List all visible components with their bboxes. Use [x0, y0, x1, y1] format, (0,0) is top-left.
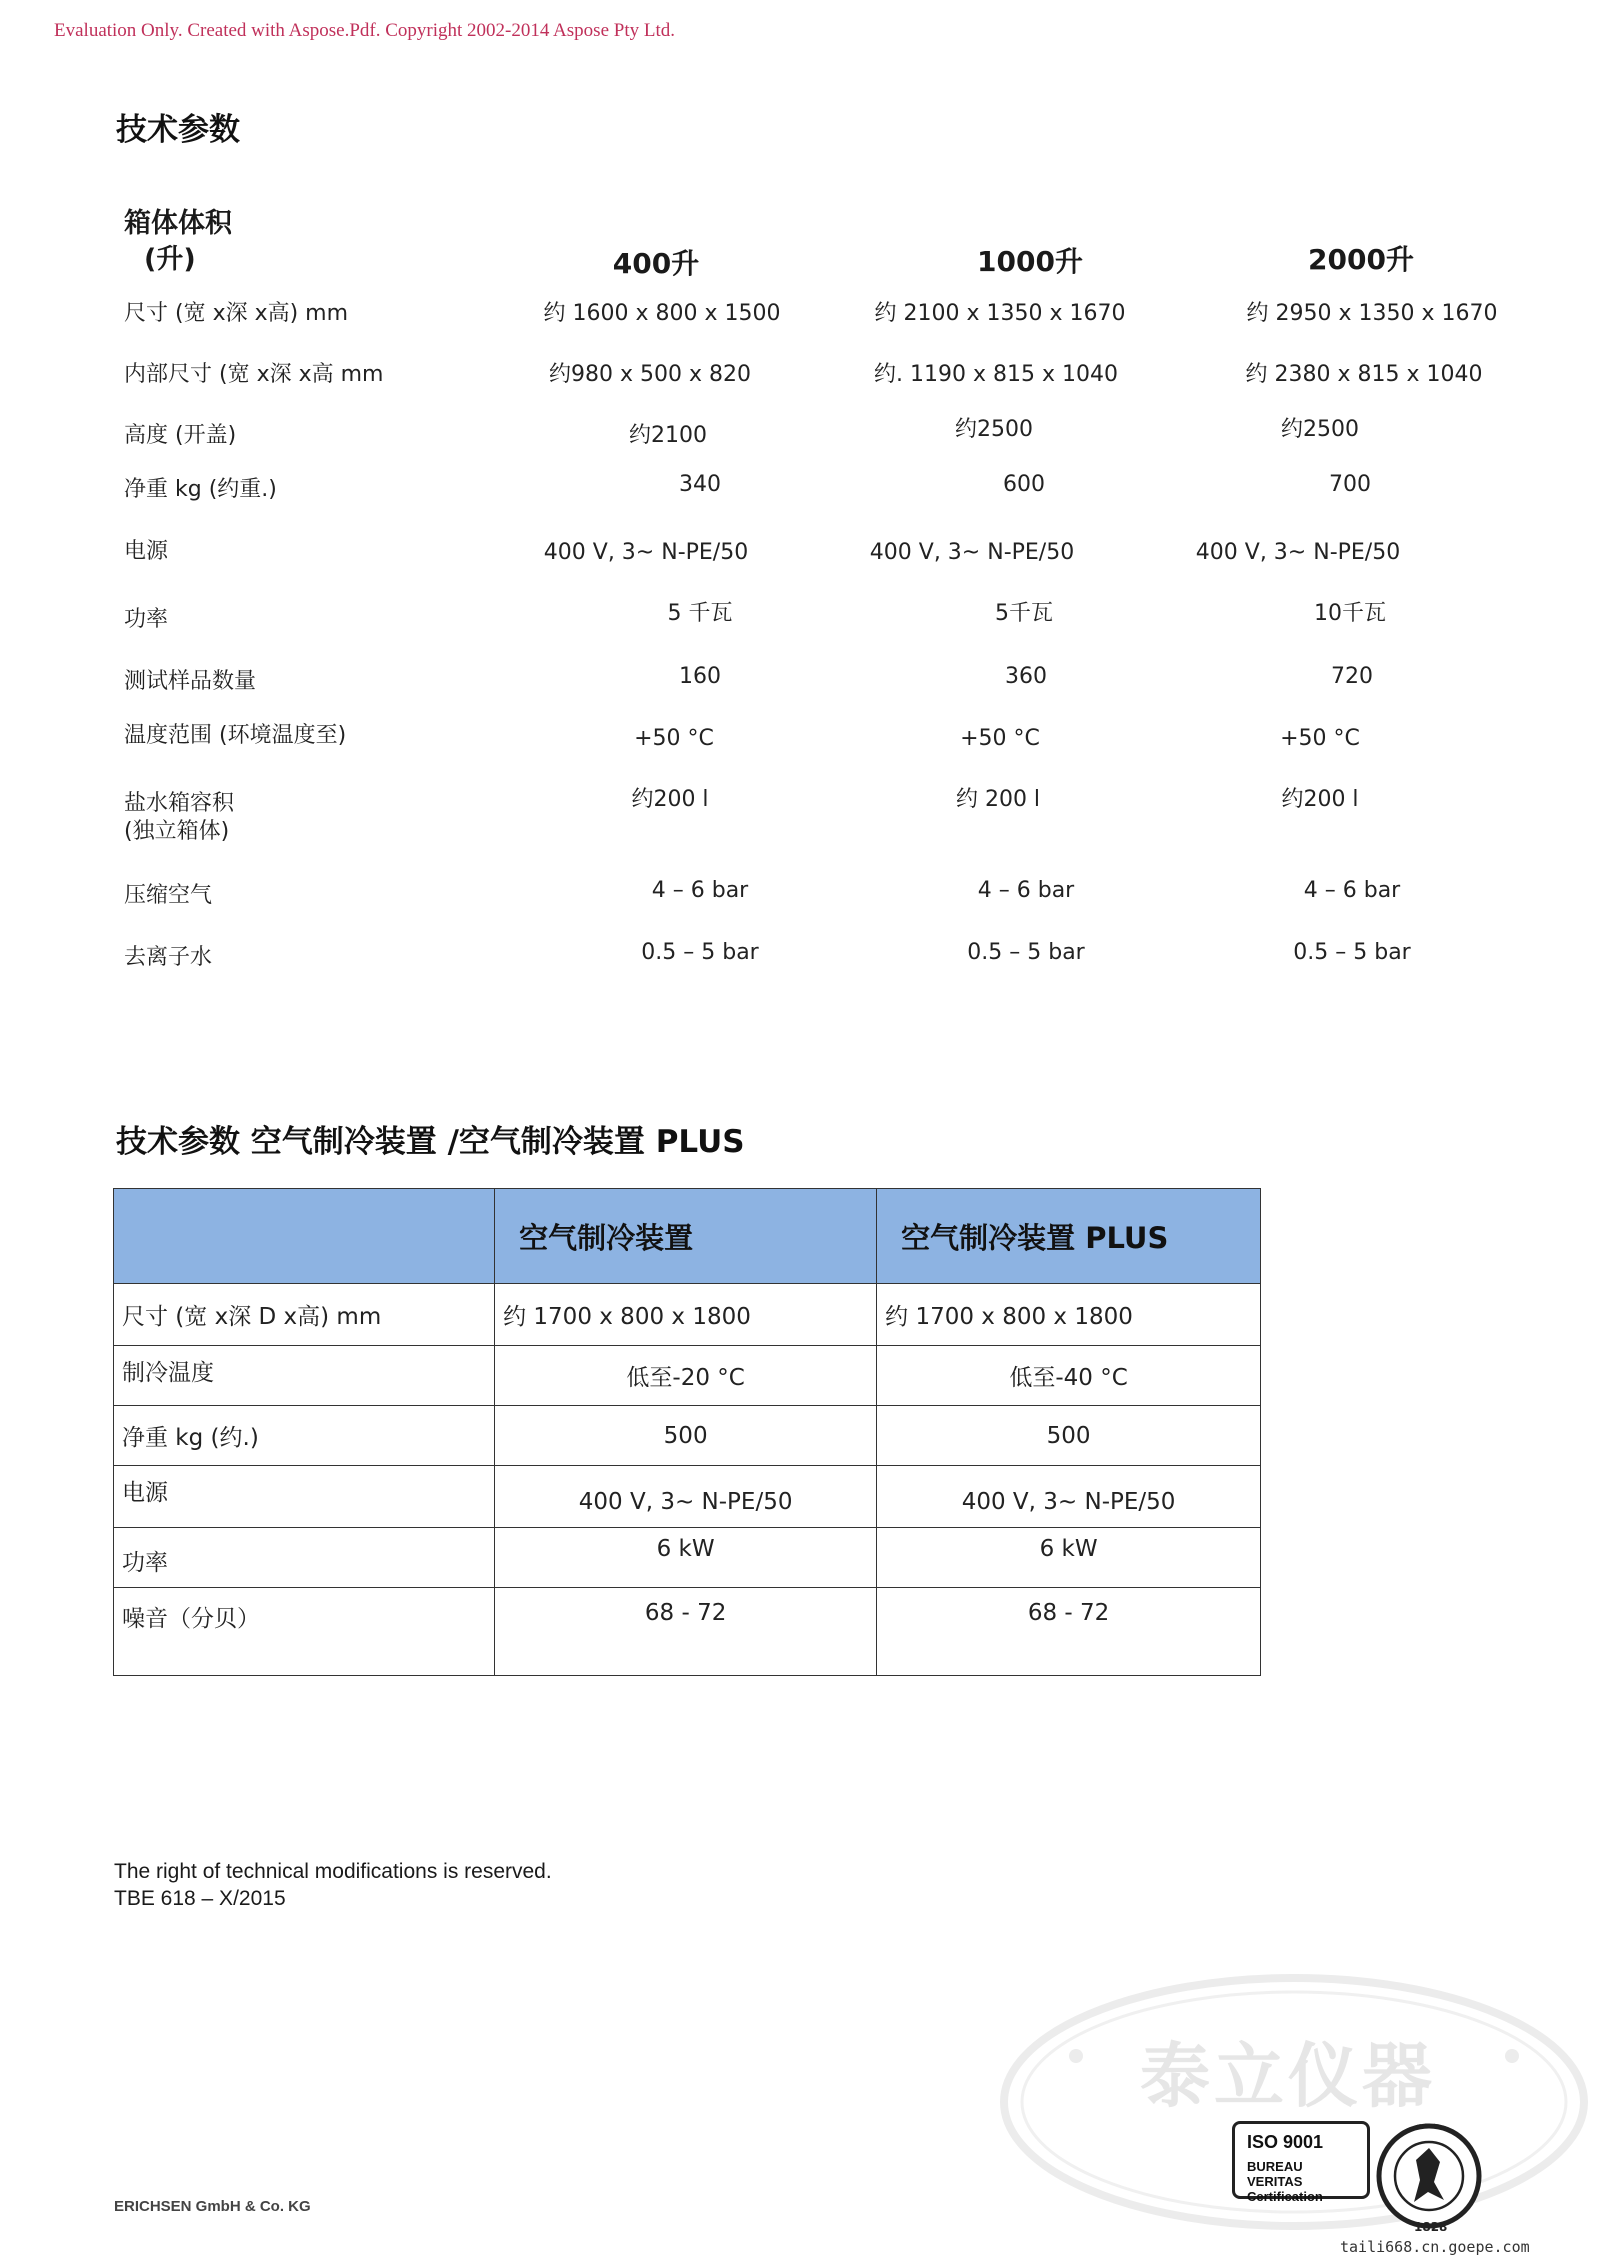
iso-label: ISO 9001 [1247, 2132, 1324, 2152]
cell-dimensions-400: 约 1600 x 800 x 1500 [543, 301, 781, 326]
table-row [114, 1346, 1261, 1406]
row-label-dimensions: 尺寸 (宽 x深 x高) mm [124, 301, 349, 326]
cell-samples-1000: 360 [1005, 664, 1047, 689]
column-header-1000: 1000升 [977, 245, 1083, 278]
cell-value: 6 kW [877, 1528, 1261, 1588]
table-row [114, 1588, 1261, 1676]
cell-temp-400: +50 °C [634, 726, 714, 751]
row-label: 噪音（分贝） [114, 1588, 495, 1676]
document-id: TBE 618 – X/2015 [114, 1887, 286, 1910]
section1-title: 技术参数 [116, 112, 240, 148]
cell-supply-2000: 400 V, 3~ N-PE/50 [1195, 540, 1401, 565]
cell-value: 500 [495, 1406, 877, 1466]
volume-header-label [124, 206, 232, 278]
column-header-400: 400升 [612, 247, 700, 280]
volume-header-unit: (升) [144, 244, 196, 275]
cell-air-1000: 4 – 6 bar [977, 878, 1075, 903]
cell-dimensions-1000: 约 2100 x 1350 x 1670 [874, 301, 1126, 326]
table-header-row [114, 1189, 1261, 1284]
evaluation-notice: Evaluation Only. Created with Aspose.Pdf. Copyright 2002-2014 Aspose Pty Ltd. [54, 20, 675, 41]
table-row [114, 1406, 1261, 1466]
cell-samples-2000: 720 [1331, 664, 1373, 689]
column-header-2000: 2000升 [1308, 243, 1414, 276]
cell-value: 6 kW [495, 1528, 877, 1588]
cell-weight-2000: 700 [1329, 472, 1371, 497]
cell-brine-1000: 约 200 l [955, 787, 1041, 812]
cell-internal-1000: 约. 1190 x 815 x 1040 [874, 362, 1118, 387]
cell-brine-2000: 约200 l [1281, 787, 1359, 812]
cell-value: 低至-40 °C [877, 1346, 1261, 1406]
row-label: 净重 kg (约.) [114, 1406, 495, 1466]
seal-year: 1828 [1414, 2220, 1448, 2234]
cell-internal-400: 约980 x 500 x 820 [549, 362, 751, 387]
cell-value: 68 - 72 [495, 1588, 877, 1676]
cell-value: 约 1700 x 800 x 1800 [495, 1284, 877, 1346]
section2-title: 技术参数 空气制冷装置 /空气制冷装置 PLUS [116, 1124, 745, 1160]
cell-power-2000: 10千瓦 [1314, 601, 1386, 626]
company-watermark-text: 泰立仪器 [1140, 2035, 1436, 2117]
table-header-air-cooling-plus: 空气制冷装置 PLUS [877, 1189, 1261, 1284]
cell-weight-1000: 600 [1003, 472, 1045, 497]
certification-label: Certification [1247, 2189, 1323, 2204]
cell-value: 低至-20 °C [495, 1346, 877, 1406]
cell-water-1000: 0.5 – 5 bar [967, 940, 1085, 965]
cell-air-2000: 4 – 6 bar [1303, 878, 1401, 903]
table-row [114, 1284, 1261, 1346]
row-label-brine-tank: 盐水箱容积 [124, 791, 235, 816]
table-row [114, 1466, 1261, 1528]
table-header-air-cooling: 空气制冷装置 [495, 1189, 877, 1284]
cell-value: 400 V, 3~ N-PE/50 [495, 1466, 877, 1528]
cell-dimensions-2000: 约 2950 x 1350 x 1670 [1246, 301, 1498, 326]
table-header-empty [114, 1189, 495, 1284]
bureau-veritas-label: BUREAU VERITAS [1247, 2159, 1303, 2189]
air-cooling-spec-table [113, 1188, 1261, 1676]
row-label-power: 功率 [124, 607, 169, 632]
row-label: 电源 [114, 1466, 495, 1528]
cell-temp-2000: +50 °C [1280, 726, 1360, 751]
cell-brine-400: 约200 l [631, 787, 709, 812]
source-site: taili668.cn.goepe.com [1340, 2238, 1530, 2256]
cell-air-400: 4 – 6 bar [651, 878, 749, 903]
row-label-height: 高度 (开盖) [124, 423, 237, 448]
row-label: 尺寸 (宽 x深 D x高) mm [114, 1284, 495, 1346]
cell-power-400: 5 千瓦 [667, 601, 733, 626]
row-label: 制冷温度 [114, 1346, 495, 1406]
cell-temp-1000: +50 °C [960, 726, 1040, 751]
cell-value: 500 [877, 1406, 1261, 1466]
cell-internal-2000: 约 2380 x 815 x 1040 [1245, 362, 1483, 387]
bureau-veritas-seal-icon [1374, 2108, 1484, 2236]
cell-value: 约 1700 x 800 x 1800 [877, 1284, 1261, 1346]
modification-note: The right of technical modifications is reserved. [114, 1860, 552, 1883]
row-label-power-supply: 电源 [124, 539, 169, 564]
row-label: 功率 [114, 1528, 495, 1588]
cell-supply-400: 400 V, 3~ N-PE/50 [543, 540, 749, 565]
row-label-compressed-air: 压缩空气 [124, 883, 213, 908]
row-label-temperature-range: 温度范围 (环境温度至) [124, 723, 347, 748]
cell-power-1000: 5千瓦 [995, 601, 1053, 626]
volume-header-line1: 箱体体积 [124, 208, 232, 239]
cell-height-1000: 约2500 [955, 417, 1033, 442]
cell-value: 68 - 72 [877, 1588, 1261, 1676]
cell-height-2000: 约2500 [1281, 417, 1359, 442]
row-label-sample-count: 测试样品数量 [124, 669, 257, 694]
cell-value: 400 V, 3~ N-PE/50 [877, 1466, 1261, 1528]
row-label-net-weight: 净重 kg (约重.) [124, 477, 277, 502]
row-label-deionized-water: 去离子水 [124, 945, 213, 970]
cell-height-400: 约2100 [629, 423, 707, 448]
table-row [114, 1528, 1261, 1588]
row-label-internal-dimensions: 内部尺寸 (宽 x深 x高 mm [124, 362, 384, 387]
cell-water-2000: 0.5 – 5 bar [1293, 940, 1411, 965]
company-name: ERICHSEN GmbH & Co. KG [114, 2198, 311, 2215]
cell-supply-1000: 400 V, 3~ N-PE/50 [869, 540, 1075, 565]
iso-certification-badge [1232, 2121, 1370, 2204]
row-label-brine-tank-note: (独立箱体) [124, 819, 230, 844]
cell-samples-400: 160 [679, 664, 721, 689]
cell-weight-400: 340 [679, 472, 721, 497]
cell-water-400: 0.5 – 5 bar [641, 940, 759, 965]
